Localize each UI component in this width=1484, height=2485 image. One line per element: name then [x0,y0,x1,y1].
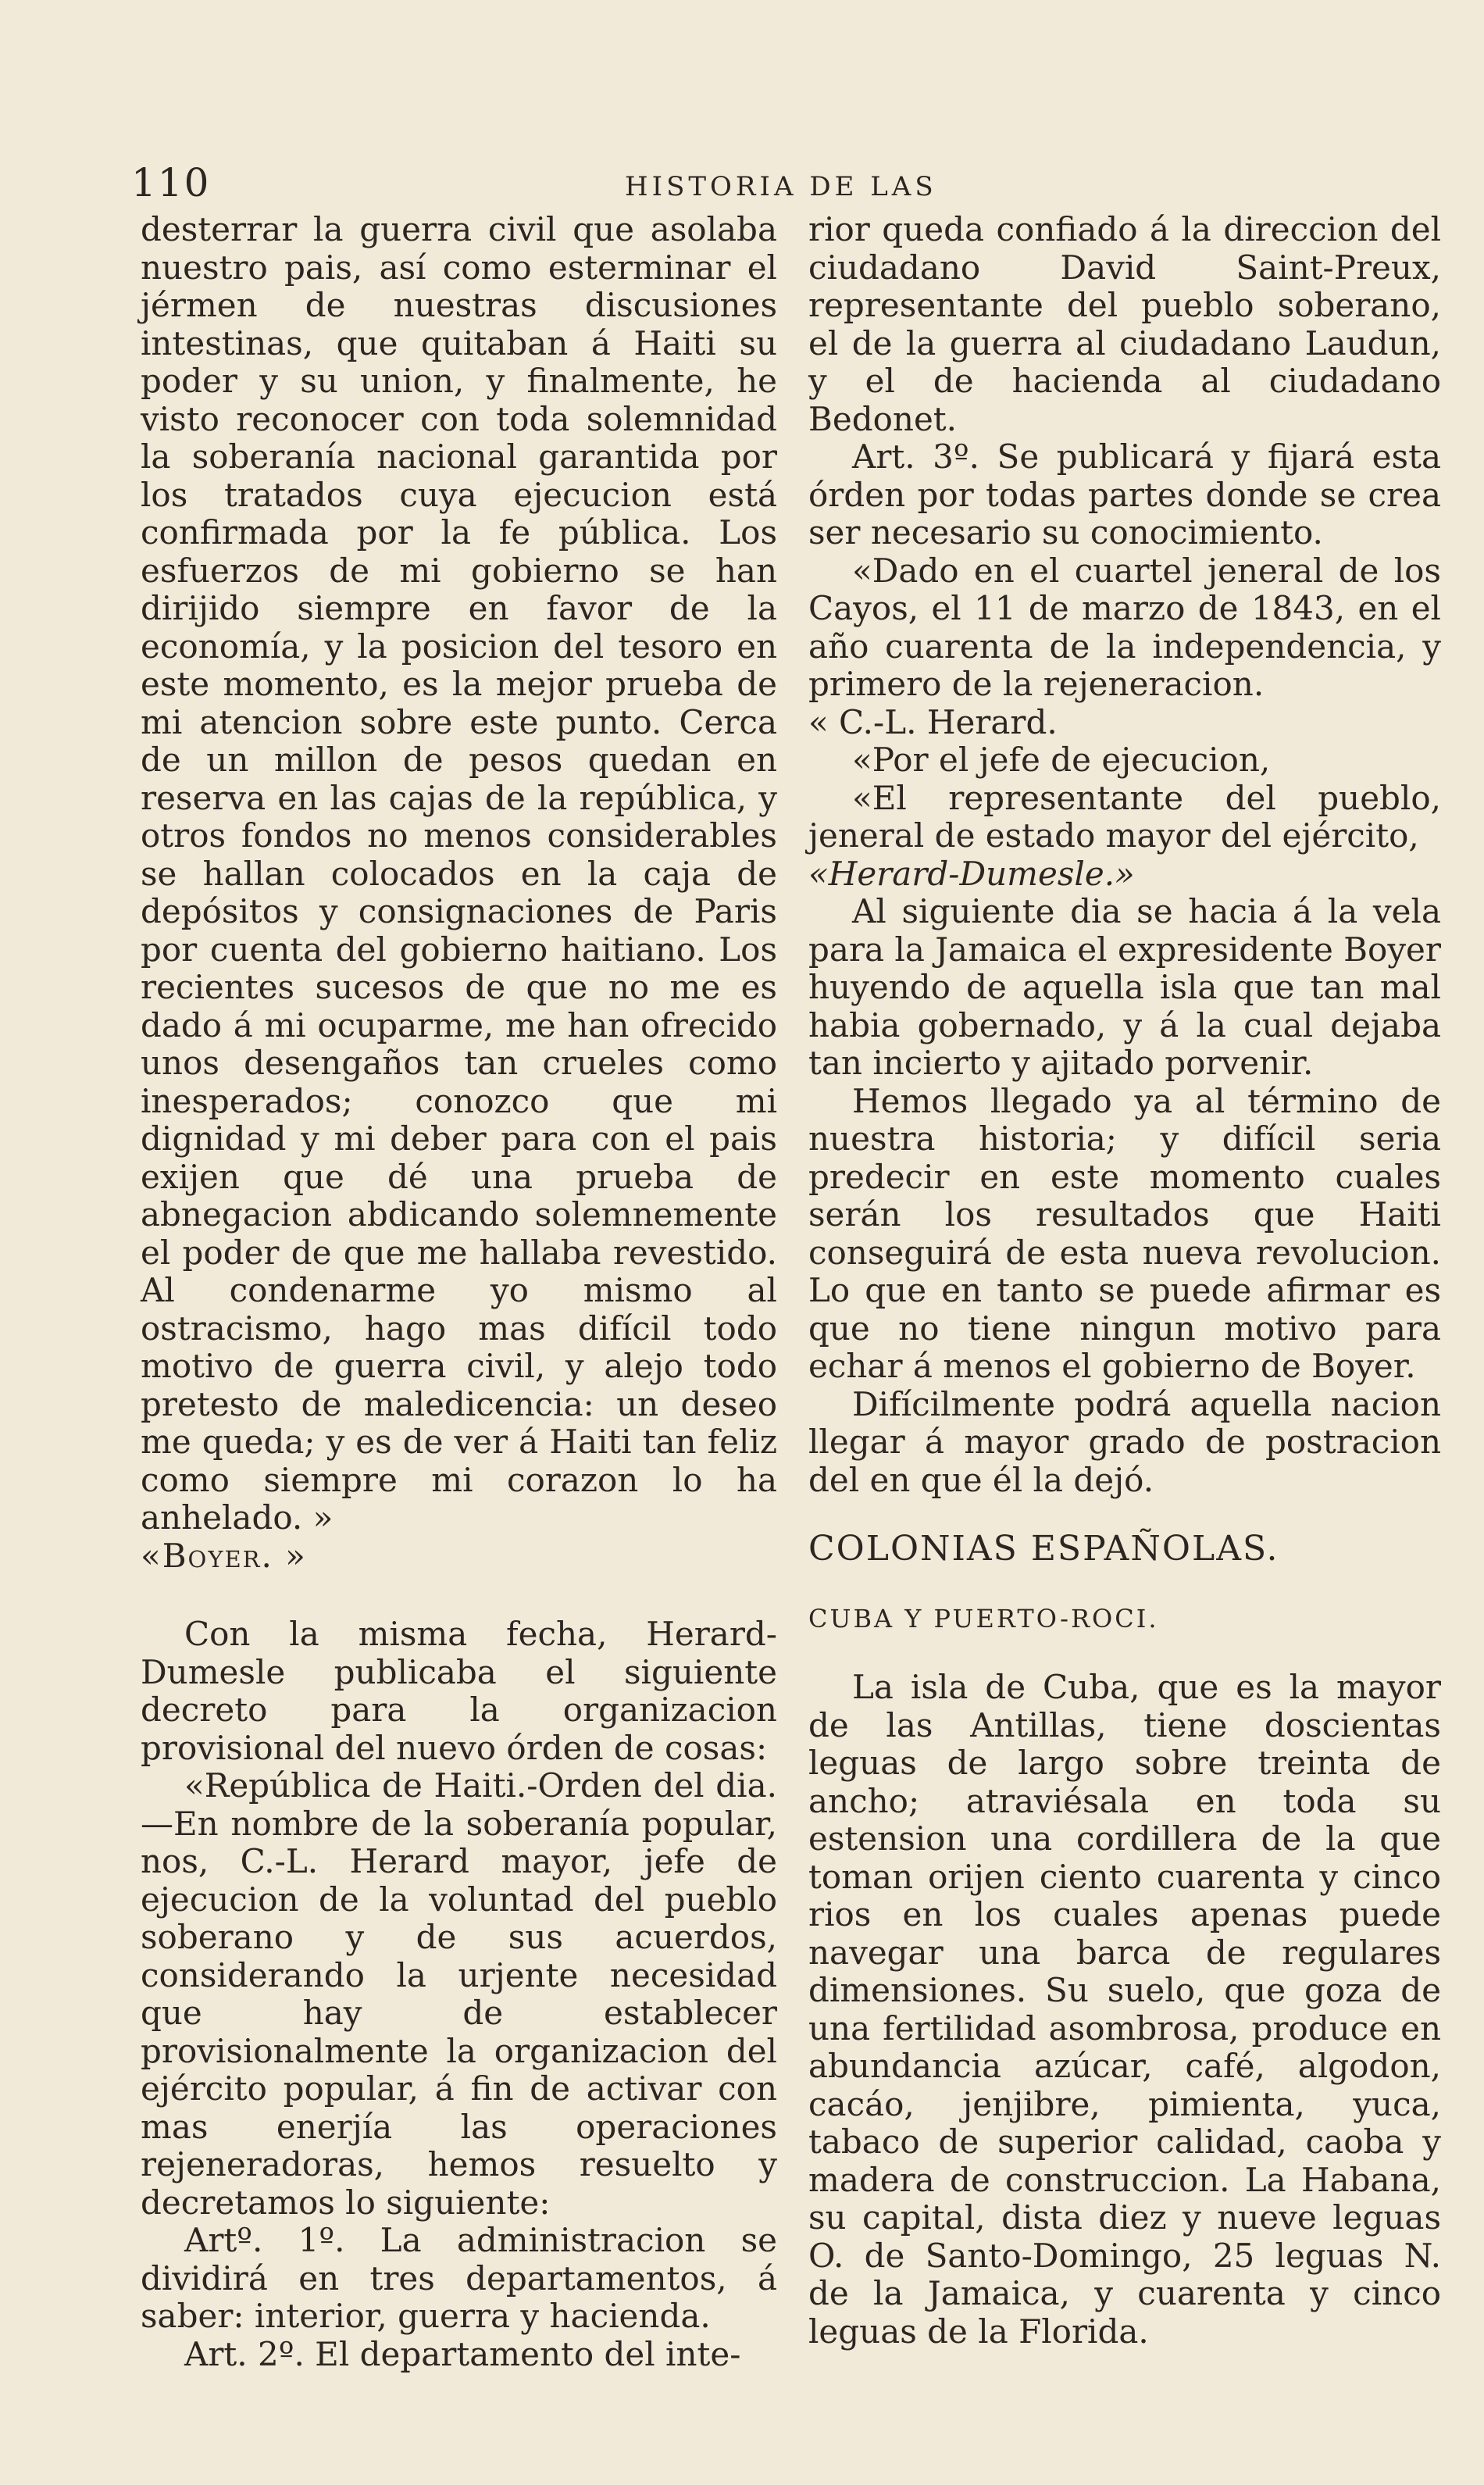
paragraph: Art. 3º. Se publicará y fijará esta órden por todas partes donde se crea ser necesario su conocimiento. [808,437,1441,552]
paragraph: Art. 2º. El departamento del inte- [184,2334,741,2373]
paragraph: desterrar la guerra civil que asolaba nuestro pais, así como esterminar el jérmen de nuestras discusiones intestinas, que quitaban á Haiti su poder y su union, y finalmente, he visto reconocer con toda solemnidad la soberanía nacional garantida por los tratados cuya ejecucion está confirmada por la fe pública. Los esfuerzos de mi gobierno se han dirijido siempre en favor de la economía, y la posicion del tesoro en este momento, es la mejor prueba de mi atencion sobre este punto. Cerca de un millon de pesos quedan en reserva en las cajas de la república, y otros fondos no menos considerables se hallan colocados en la caja de depósitos y consignaciones de Paris por cuenta del gobierno haitiano. Los recientes sucesos de que no me es dado á mi ocuparme, me han ofrecido unos desengaños tan crueles como inesperados; conozco que mi dignidad y mi deber para con el pais exijen que dé una prueba de abnegacion abdicando solemnemente el poder de que me hallaba revestido. Al condenarme yo mismo al ostracismo, hago mas difícil todo motivo de guerra civil, y alejo todo pretesto de maledicencia: un deseo me queda; y es de ver á Haiti tan feliz como siempre mi corazon lo ha anhelado. » [141,210,777,1537]
right-column [808,211,1441,2351]
signature-herard: « C.-L. Herard. [808,702,1058,741]
page-number: 110 [131,160,211,205]
paragraph: La isla de Cuba, que es la mayor de las Antillas, tiene doscientas leguas de largo sobre treinta de ancho; atraviésala en toda su estension una cordillera de la que toman orijen ciento cuarenta y cinco rios en los cuales apenas puede navegar una barca de regulares dimensiones. Su suelo, que goza de una fertilidad asombrosa, produce en abundancia azúcar, café, algodon, cacáo, jenjibre, pimienta, yuca, tabaco de superior calidad, caoba y madera de construccion. La Habana, su capital, dista diez y nueve leguas O. de Santo-Domingo, 25 leguas N. de la Jamaica, y cuarenta y cinco leguas de la Florida. [808,1668,1441,2351]
spacer [808,1637,1441,1669]
signature-boyer: «Boyer. » [141,1536,307,1575]
left-column [141,211,777,2373]
subsection-title: CUBA Y PUERTO-ROCI. [808,1603,1159,1633]
paragraph: «Dado en el cuartel jeneral de los Cayos, el 11 de marzo de 1843, en el año cuarenta de la independencia, y primero de la rejeneracion. [808,551,1441,703]
paragraph: rior queda confiado á la direccion del ciudadano David Saint-Preux, representante del pueblo soberano, el de la guerra al ciudadano Laudun, y el de hacienda al ciudadano Bedonet. [808,210,1441,438]
spacer [141,1575,777,1616]
spacer [808,1569,1441,1600]
section-title: COLONIAS ESPAÑOLAS. [808,1529,1279,1569]
paragraph: Hemos llegado ya al término de nuestra historia; y difícil seria predecir en este momento cuales serán los resultados que Haiti conseguirá de esta nueva revolucion. Lo que en tanto se puede afirmar es que no tiene ningun motivo para echar á menos el gobierno de Boyer. [808,1081,1441,1385]
paragraph: «Por el jefe de ejecucion, [852,741,1271,779]
paragraph: Con la misma fecha, Herard-Dumesle publicaba el siguiente decreto para la organizacion provisional del nuevo órden de cosas: [141,1615,777,1767]
paragraph: «República de Haiti.-Orden del dia. —En nombre de la soberanía popular, nos, C.-L. Herard mayor, jefe de ejecucion de la voluntad del pueblo soberano y de sus acuerdos, considerando la urjente necesidad que hay de establecer provisionalmente la organizacion del ejército popular, á fin de activar con mas enerjía las operaciones rejeneradoras, hemos resuelto y decretamos lo siguiente: [141,1766,777,2222]
paragraph: «El representante del pueblo, jeneral de estado mayor del ejército, [808,778,1441,855]
spacer [808,1499,1441,1530]
paragraph: Artº. 1º. La administracion se dividirá en tres departamentos, á saber: interior, guerra y hacienda. [141,2221,777,2335]
page-header [0,160,1484,207]
paragraph: Al siguiente dia se hacia á la vela para la Jamaica el expresidente Boyer huyendo de aquella isla que tan mal habia gobernado, y á la cual dejaba tan incierto y ajitado porvenir. [808,892,1441,1082]
running-head: HISTORIA DE LAS [625,171,937,202]
signature-herard-dumesle: «Herard-Dumesle.» [808,854,1135,893]
paragraph: Difícilmente podrá aquella nacion llegar á mayor grado de postracion del en que él la dejó. [808,1384,1441,1499]
